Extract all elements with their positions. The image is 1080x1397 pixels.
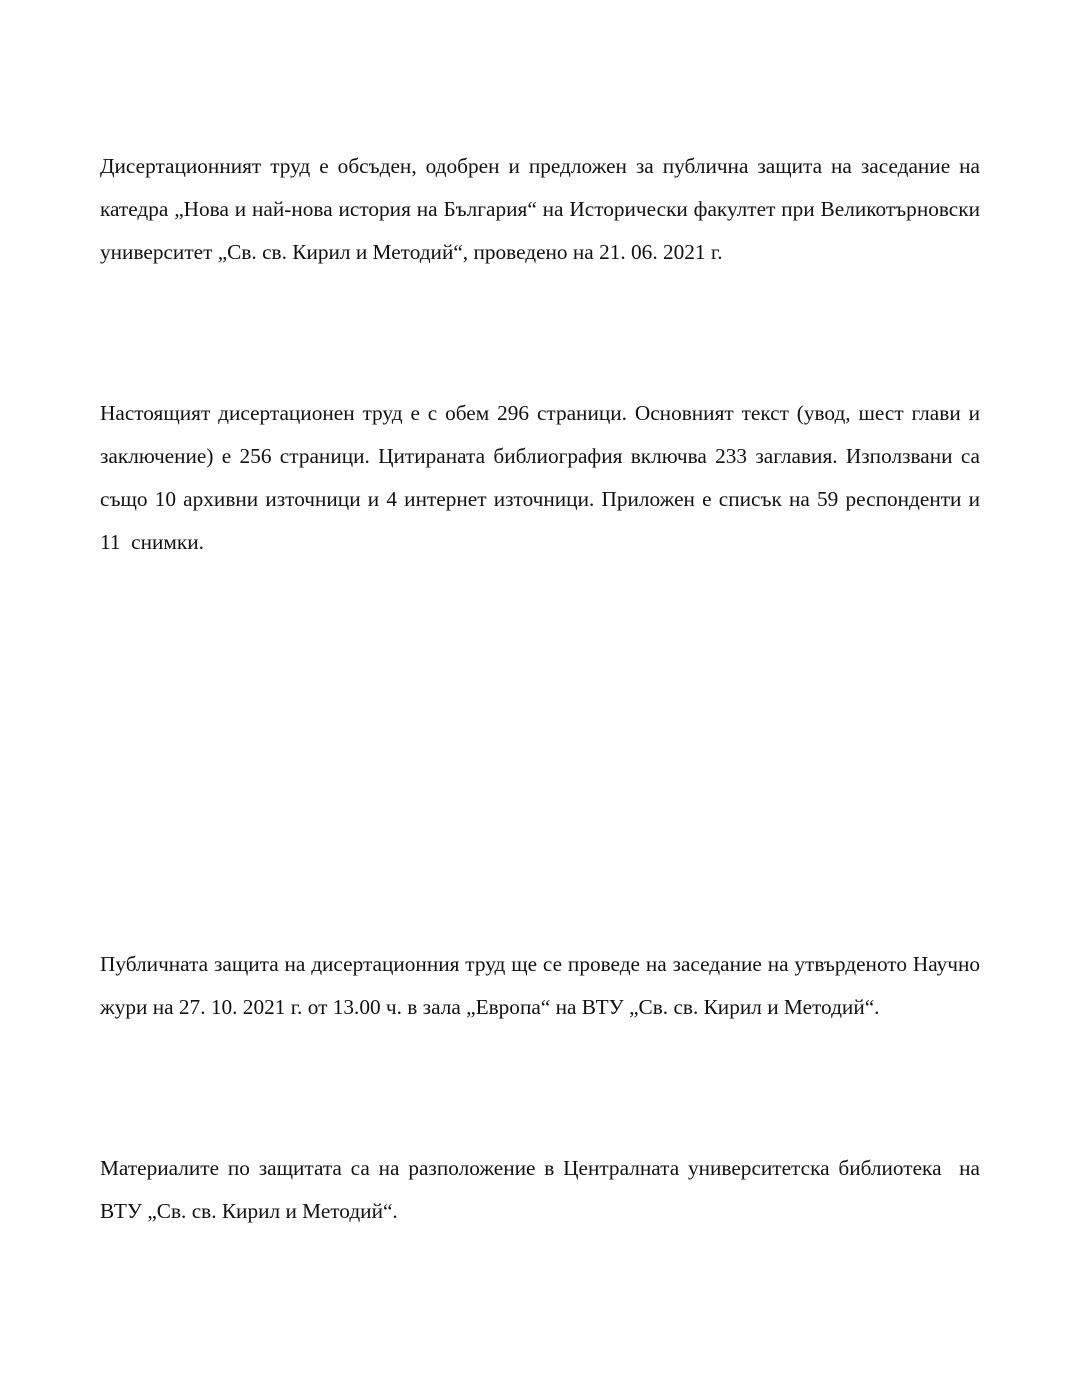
paragraph-volume: Настоящият дисертационен труд е с обем 296 страници. Основният текст (увод, шест глави и заключение) е 256 страници. Цитираната библиография включва 233 заглавия. Използвани са също 10 архивни източници и 4 интернет източници. Приложен е списък на 59 респонденти и 11 снимки. (100, 401, 991, 554)
paragraph-approval: Дисертационният труд е обсъден, одобрен и предложен за публична защита на заседание на катедра „Нова и най-нова история на България“ на Исторически факултет при Великотърновски университет „Св. св. Кирил и Методий“, проведено на 21. 06. 2021 г. (100, 154, 986, 264)
paragraph-materials: Материалите по защитата са на разположение в Централната университетска библиотека на ВТУ „Св. св. Кирил и Методий“. (100, 1156, 986, 1223)
paragraph-public-defense: Публичната защита на дисертационния труд ще се проведе на заседание на утвърденото Научно жури на 27. 10. 2021 г. от 13.00 ч. в зала „Европа“ на ВТУ „Св. св. Кирил и Методий“. (100, 952, 986, 1019)
